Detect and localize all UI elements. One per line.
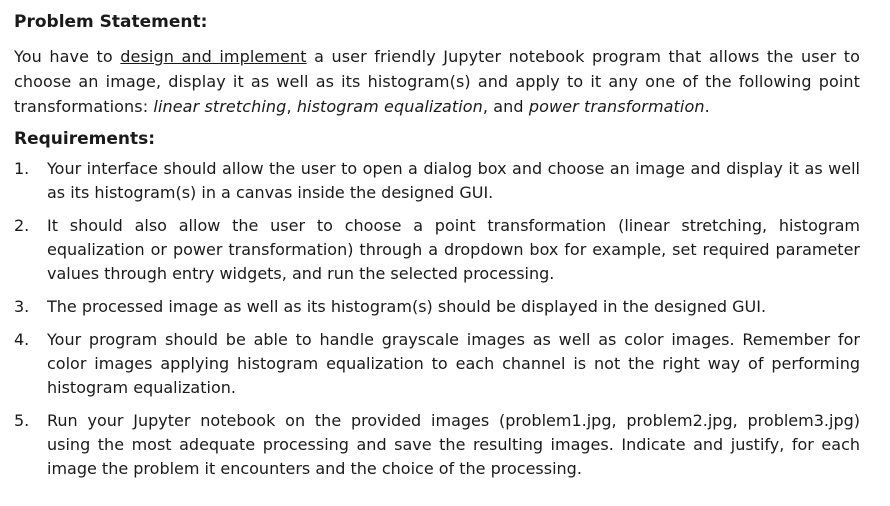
problem-text-body: a user friendly Jupyter notebook program that allows the user to choose an image, display it as well as its histogram(s) and apply to it any one of the following point transformations: <box>14 47 861 116</box>
requirement-item <box>14 409 860 481</box>
requirement-text: Your program should be able to handle grayscale images as well as color images. Remember for color images applying histogram equalization to each channel is not the right way of performing histogram equalization. <box>47 330 860 397</box>
requirements-heading: Requirements: <box>14 129 156 149</box>
requirement-number: 5. <box>14 411 30 430</box>
requirement-text: Run your Jupyter notebook on the provided images (problem1.jpg, problem2.jpg, problem3.jpg) using the most adequate processing and save the resulting images. Indicate and justify, for each image the problem it encounters and the choice of the processing. <box>47 411 860 478</box>
transform-histogram-equalization: histogram equalization <box>296 97 483 116</box>
requirement-text: It should also allow the user to choose a point transformation (linear stretching, histogram equalization or power transformation) through a dropdown box for example, set required parameter values through entry widgets, and run the selected processing. <box>47 216 860 283</box>
separator: , and <box>482 97 529 116</box>
requirement-number: 2. <box>14 216 30 235</box>
transform-power-transformation: power transformation <box>528 97 705 116</box>
requirement-number: 4. <box>14 330 30 349</box>
transform-linear-stretching: linear stretching <box>153 97 287 116</box>
requirements-list <box>14 157 860 481</box>
problem-statement-heading: Problem Statement: <box>14 12 208 32</box>
problem-statement-paragraph <box>14 44 860 119</box>
requirement-number: 3. <box>14 297 30 316</box>
problem-text-intro: You have to <box>14 47 121 66</box>
problem-text-underlined: design and implement <box>120 47 307 66</box>
requirement-item <box>14 214 860 286</box>
requirement-item <box>14 157 860 205</box>
period: . <box>704 97 710 116</box>
requirement-item <box>14 295 860 319</box>
requirement-item <box>14 328 860 400</box>
requirement-text: Your interface should allow the user to open a dialog box and choose an image and display it as well as its histogram(s) in a canvas inside the designed GUI. <box>47 159 860 202</box>
requirement-number: 1. <box>14 159 30 178</box>
separator: , <box>286 97 297 116</box>
requirement-text: The processed image as well as its histogram(s) should be displayed in the designed GUI. <box>47 297 767 316</box>
